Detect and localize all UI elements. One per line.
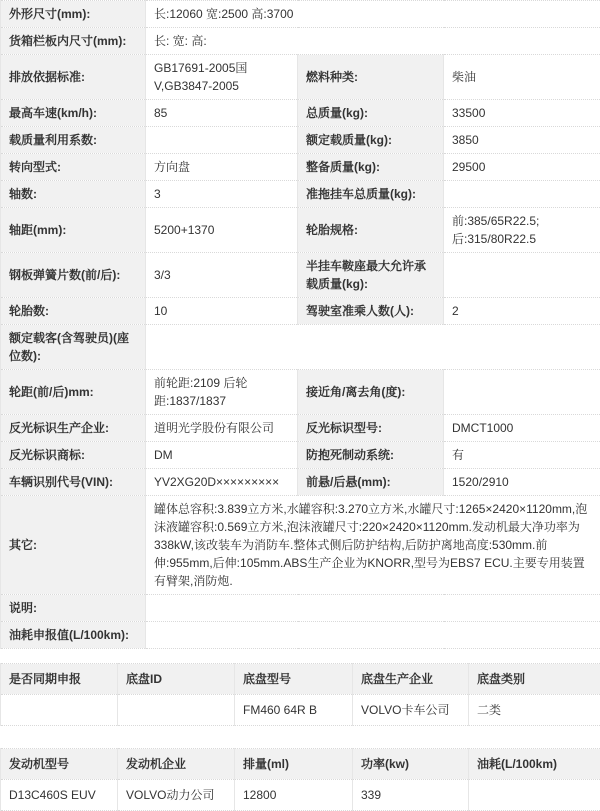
spec-row-load-factor xyxy=(1,127,600,154)
spec-value: DMCT1000 xyxy=(444,415,600,442)
spec-value: 85 xyxy=(146,100,298,127)
column-header: 功率(kw) xyxy=(353,749,469,780)
spec-label: 额定载客(含驾驶员)(座位数): xyxy=(1,325,146,370)
spec-label: 外形尺寸(mm): xyxy=(1,1,146,28)
spec-row-springs-saddle xyxy=(1,253,600,298)
spec-label: 车辆识别代号(VIN): xyxy=(1,469,146,496)
engine-data-row xyxy=(1,780,600,811)
spec-value: 道明光学股份有限公司 xyxy=(146,415,298,442)
spec-value: 33500 xyxy=(444,100,600,127)
spec-value xyxy=(444,370,600,415)
spec-label: 总质量(kg): xyxy=(298,100,444,127)
spec-value: 有 xyxy=(444,442,600,469)
spec-value: 10 xyxy=(146,298,298,325)
spec-label: 准拖挂车总质量(kg): xyxy=(298,181,444,208)
spec-label: 半挂车鞍座最大允许承载质量(kg): xyxy=(298,253,444,298)
spec-row-speed-mass xyxy=(1,100,600,127)
spec-value: DM xyxy=(146,442,298,469)
spec-row-passengers xyxy=(1,325,600,370)
spec-value: 3850 xyxy=(444,127,600,154)
spec-value: 29500 xyxy=(444,154,600,181)
cell-engine-maker: VOLVO动力公司 xyxy=(118,780,235,811)
spec-label: 额定载质量(kg): xyxy=(298,127,444,154)
spec-label: 轴距(mm): xyxy=(1,208,146,253)
spec-label: 说明: xyxy=(1,595,146,622)
spec-label: 油耗申报值(L/100km): xyxy=(1,622,146,649)
spec-value: 1520/2910 xyxy=(444,469,600,496)
spec-value: 2 xyxy=(444,298,600,325)
spec-label: 前悬/后悬(mm): xyxy=(298,469,444,496)
spec-value: 前:385/65R22.5; 后:315/80R22.5 xyxy=(444,208,600,253)
spec-value xyxy=(444,181,600,208)
spec-row-wheelbase-tires xyxy=(1,208,600,253)
column-header: 是否同期申报 xyxy=(1,664,118,695)
spec-row-cargo-box xyxy=(1,28,600,55)
spec-value: 长:12060 宽:2500 高:3700 xyxy=(146,1,600,28)
spec-label: 货箱栏板内尺寸(mm): xyxy=(1,28,146,55)
spec-value: 3 xyxy=(146,181,298,208)
cell-engine-model: D13C460S EUV xyxy=(1,780,118,811)
spec-value: YV2XG20D××××××××× xyxy=(146,469,298,496)
spec-label: 轮胎规格: xyxy=(298,208,444,253)
cell-chassis-id xyxy=(118,695,235,726)
spec-value xyxy=(146,127,298,154)
spec-value: 长: 宽: 高: xyxy=(146,28,600,55)
spec-label: 钢板弹簧片数(前/后): xyxy=(1,253,146,298)
column-header: 底盘生产企业 xyxy=(353,664,469,695)
column-header: 底盘类别 xyxy=(469,664,600,695)
column-header: 底盘型号 xyxy=(235,664,353,695)
chassis-header-row xyxy=(1,664,600,695)
cell-chassis-model: FM460 64R B xyxy=(235,695,353,726)
spec-value: 方向盘 xyxy=(146,154,298,181)
cell-power: 339 xyxy=(353,780,469,811)
cell-concurrent-declare xyxy=(1,695,118,726)
column-header: 底盘ID xyxy=(118,664,235,695)
spec-label: 反光标识生产企业: xyxy=(1,415,146,442)
spec-value: 罐体总容积:3.839立方米,水罐容积:3.270立方米,水罐尺寸:1265×2420×1120mm,泡沫液罐容积:0.569立方米,泡沫液罐尺寸:220×2420×1120mm.发动机最大净功率为338kW,该改装车为消防车.整体式侧后防护结构,后防护离地高度:530mm.前伸:955mm,后伸:105mm.ABS生产企业为KNORR,型号为EBS7 ECU.主要专用装置有臂架,消防炮. xyxy=(146,496,600,595)
spec-row-dimensions xyxy=(1,1,600,28)
spec-row-axles-trailer xyxy=(1,181,600,208)
chassis-table xyxy=(0,663,600,726)
spec-row-other xyxy=(1,496,600,595)
spec-row-tire-count-cab xyxy=(1,298,600,325)
column-header: 发动机企业 xyxy=(118,749,235,780)
spec-value: 前轮距:2109 后轮距:1837/1837 xyxy=(146,370,298,415)
column-header: 发动机型号 xyxy=(1,749,118,780)
spec-label: 反光标识商标: xyxy=(1,442,146,469)
spec-row-vin-overhang xyxy=(1,469,600,496)
cell-chassis-maker: VOLVO卡车公司 xyxy=(353,695,469,726)
spec-label: 排放依据标准: xyxy=(1,55,146,100)
spec-row-emission-fuel xyxy=(1,55,600,100)
spec-row-track-angles xyxy=(1,370,600,415)
spec-label: 轮距(前/后)mm: xyxy=(1,370,146,415)
cell-chassis-class: 二类 xyxy=(469,695,600,726)
spec-label: 载质量利用系数: xyxy=(1,127,146,154)
spec-label: 轮胎数: xyxy=(1,298,146,325)
spec-value: 柴油 xyxy=(444,55,600,100)
spec-value: 3/3 xyxy=(146,253,298,298)
spec-label: 反光标识型号: xyxy=(298,415,444,442)
spec-label: 燃料种类: xyxy=(298,55,444,100)
column-header: 油耗(L/100km) xyxy=(469,749,600,780)
engine-header-row xyxy=(1,749,600,780)
spec-row-notes xyxy=(1,595,600,622)
spec-label: 最高车速(km/h): xyxy=(1,100,146,127)
spec-label: 轴数: xyxy=(1,181,146,208)
spec-row-reflector-maker xyxy=(1,415,600,442)
spec-value: 5200+1370 xyxy=(146,208,298,253)
spec-label: 防抱死制动系统: xyxy=(298,442,444,469)
spec-row-fuel-declared xyxy=(1,622,600,649)
spec-value xyxy=(444,253,600,298)
cell-displacement: 12800 xyxy=(235,780,353,811)
spec-label: 转向型式: xyxy=(1,154,146,181)
column-header: 排量(ml) xyxy=(235,749,353,780)
spec-row-steering-curb xyxy=(1,154,600,181)
spec-value xyxy=(146,595,600,622)
spec-label: 驾驶室准乘人数(人): xyxy=(298,298,444,325)
spec-label: 其它: xyxy=(1,496,146,595)
engine-table xyxy=(0,748,600,811)
chassis-data-row xyxy=(1,695,600,726)
spec-label: 接近角/离去角(度): xyxy=(298,370,444,415)
cell-fuel-consumption xyxy=(469,780,600,811)
spec-value xyxy=(146,622,600,649)
spec-value: GB17691-2005国V,GB3847-2005 xyxy=(146,55,298,100)
spec-row-reflector-brand-abs xyxy=(1,442,600,469)
spec-value xyxy=(146,325,600,370)
spec-label: 整备质量(kg): xyxy=(298,154,444,181)
